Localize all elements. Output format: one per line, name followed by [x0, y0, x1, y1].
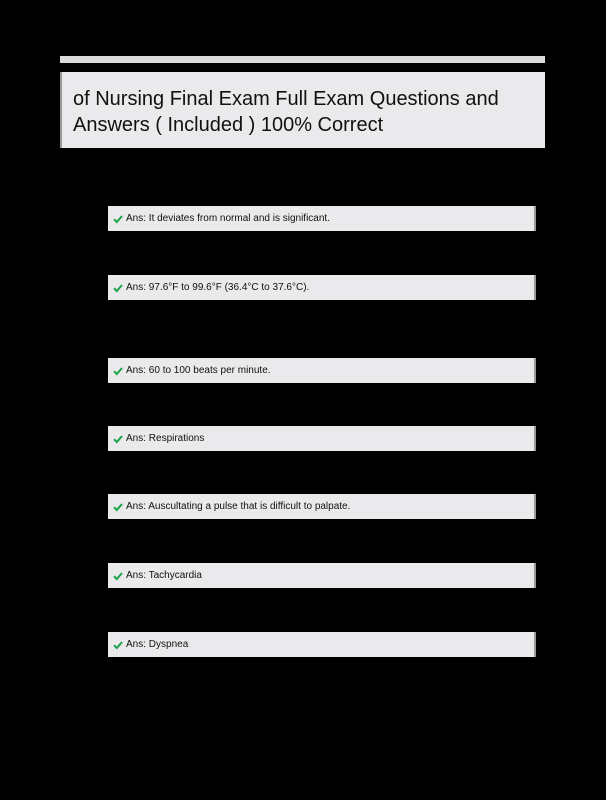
answer-item: [108, 563, 536, 588]
top-rule: [60, 56, 545, 63]
title-box: [60, 72, 545, 148]
check-icon: [113, 366, 123, 376]
answer-text: Ans: 97.6°F to 99.6°F (36.4°C to 37.6°C).: [126, 282, 310, 293]
answer-text: Ans: 60 to 100 beats per minute.: [126, 365, 271, 376]
answer-item: [108, 206, 536, 231]
check-icon: [113, 640, 123, 650]
answer-text: Ans: Respirations: [126, 433, 205, 444]
answer-text: Ans: Tachycardia: [126, 570, 202, 581]
document-title: of Nursing Final Exam Full Exam Questions and Answers ( Included ) 100% Correct: [73, 88, 499, 136]
check-icon: [113, 214, 123, 224]
check-icon: [113, 571, 123, 581]
answer-item: [108, 358, 536, 383]
answer-item: [108, 275, 536, 300]
answer-text: Ans: It deviates from normal and is significant.: [126, 213, 330, 224]
check-icon: [113, 434, 123, 444]
answer-item: [108, 632, 536, 657]
answer-item: [108, 426, 536, 451]
answer-text: Ans: Auscultating a pulse that is difficult to palpate.: [126, 501, 351, 512]
answer-text: Ans: Dyspnea: [126, 639, 189, 650]
answer-item: [108, 494, 536, 519]
check-icon: [113, 283, 123, 293]
check-icon: [113, 502, 123, 512]
